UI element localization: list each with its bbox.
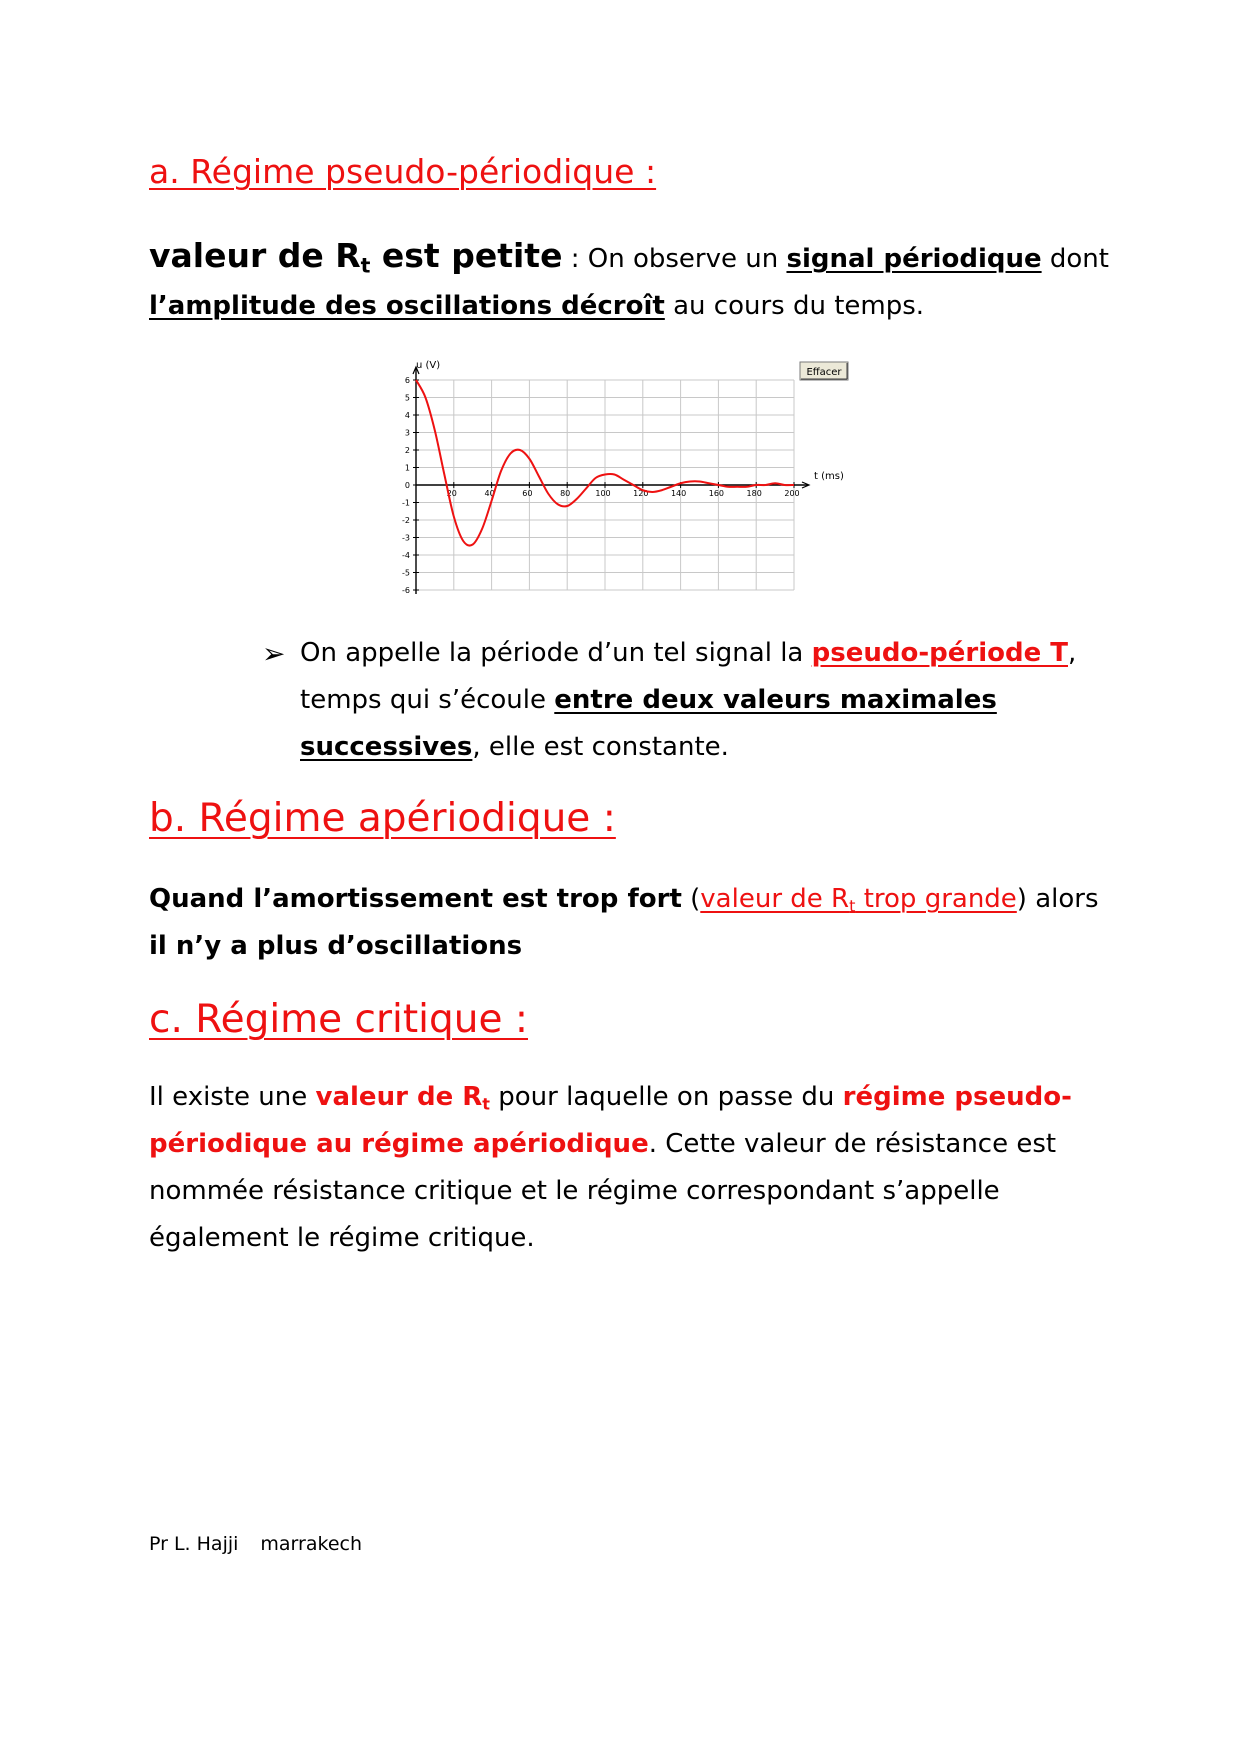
effacer-button[interactable] — [800, 362, 848, 380]
paragraph-aperiodique: Quand l’amortissement est trop fort (valeur de Rt trop grande) alors il n’y a plus d’oscillations — [149, 884, 1099, 961]
heading-regime-aperiodique: b. Régime apériodique : — [149, 796, 616, 841]
paragraph-pseudo-periode: On appelle la période d’un tel signal la pseudo-période T, temps qui s’écoule entre deux valeurs maximales successives, elle est constante. — [300, 638, 1077, 762]
x-tick-label: 100 — [595, 489, 611, 498]
y-tick-label: -5 — [402, 568, 410, 578]
y-axis-label: u (V) — [416, 360, 441, 371]
y-tick-label: 3 — [404, 428, 410, 438]
chart-svg — [380, 350, 860, 600]
keyword-valeurs-maximales: entre deux valeurs maximales — [554, 685, 997, 715]
x-tick-label: 120 — [633, 489, 649, 498]
x-tick-label: 140 — [670, 489, 687, 498]
damped-oscillation-chart — [380, 350, 860, 600]
x-tick-label: 80 — [560, 489, 571, 498]
footer-city: marrakech — [260, 1533, 362, 1555]
paragraph-critique: Il existe une valeur de Rt pour laquelle on passe du régime pseudo- périodique au régime apériodique. Cette valeur de résistance est nommée résistance critique et le régime correspondant s’appelle également le régime critique. — [149, 1082, 1072, 1253]
keyword-valeur-rt: valeur de Rt — [315, 1082, 490, 1114]
x-tick-label: 60 — [522, 489, 533, 498]
y-tick-label: -1 — [402, 498, 410, 508]
y-tick-label: -4 — [402, 551, 410, 560]
x-axis-label: t (ms) — [814, 471, 844, 482]
y-tick-label: 6 — [404, 376, 410, 385]
y-tick-label: 4 — [404, 411, 410, 420]
x-tick-label: 40 — [484, 489, 495, 498]
x-tick-label: 180 — [746, 489, 762, 498]
heading-regime-pseudo-periodique: a. Régime pseudo-périodique : — [149, 152, 657, 191]
x-tick-label: 200 — [784, 489, 800, 498]
y-tick-label: 2 — [404, 446, 410, 455]
keyword-signal-periodique: signal périodique — [786, 244, 1042, 274]
y-tick-label: -2 — [402, 516, 410, 525]
x-tick-label: 20 — [446, 489, 457, 498]
paragraph-pseudo-periodique: valeur de Rt est petite : On observe un signal périodique dont l’amplitude des oscillations décroît au cours du temps. — [149, 236, 1109, 321]
y-tick-label: 1 — [404, 463, 410, 473]
x-tick-label: 160 — [708, 489, 725, 498]
y-tick-label: 5 — [404, 393, 410, 403]
keyword-valeur-rt-grande: valeur de Rt trop grande — [700, 884, 1017, 916]
arrow-bullet-icon: ➢ — [262, 637, 286, 670]
keyword-amplitude: l’amplitude des oscillations décroît — [149, 291, 665, 321]
heading-regime-critique: c. Régime critique : — [149, 997, 528, 1042]
y-tick-label: 0 — [404, 481, 410, 490]
keyword-passage-regimes: périodique au régime apériodique — [149, 1129, 649, 1159]
effacer-button-label: Effacer — [806, 367, 842, 378]
lead-label: valeur de Rt est petite — [149, 236, 563, 278]
keyword-successives: successives — [300, 732, 473, 762]
keyword-pseudo-periode: pseudo-période T — [811, 638, 1068, 668]
page-footer — [149, 1533, 384, 1555]
y-tick-label: -3 — [402, 533, 410, 543]
y-tick-label: -6 — [402, 586, 410, 595]
footer-author: Pr L. Hajji — [149, 1533, 239, 1555]
